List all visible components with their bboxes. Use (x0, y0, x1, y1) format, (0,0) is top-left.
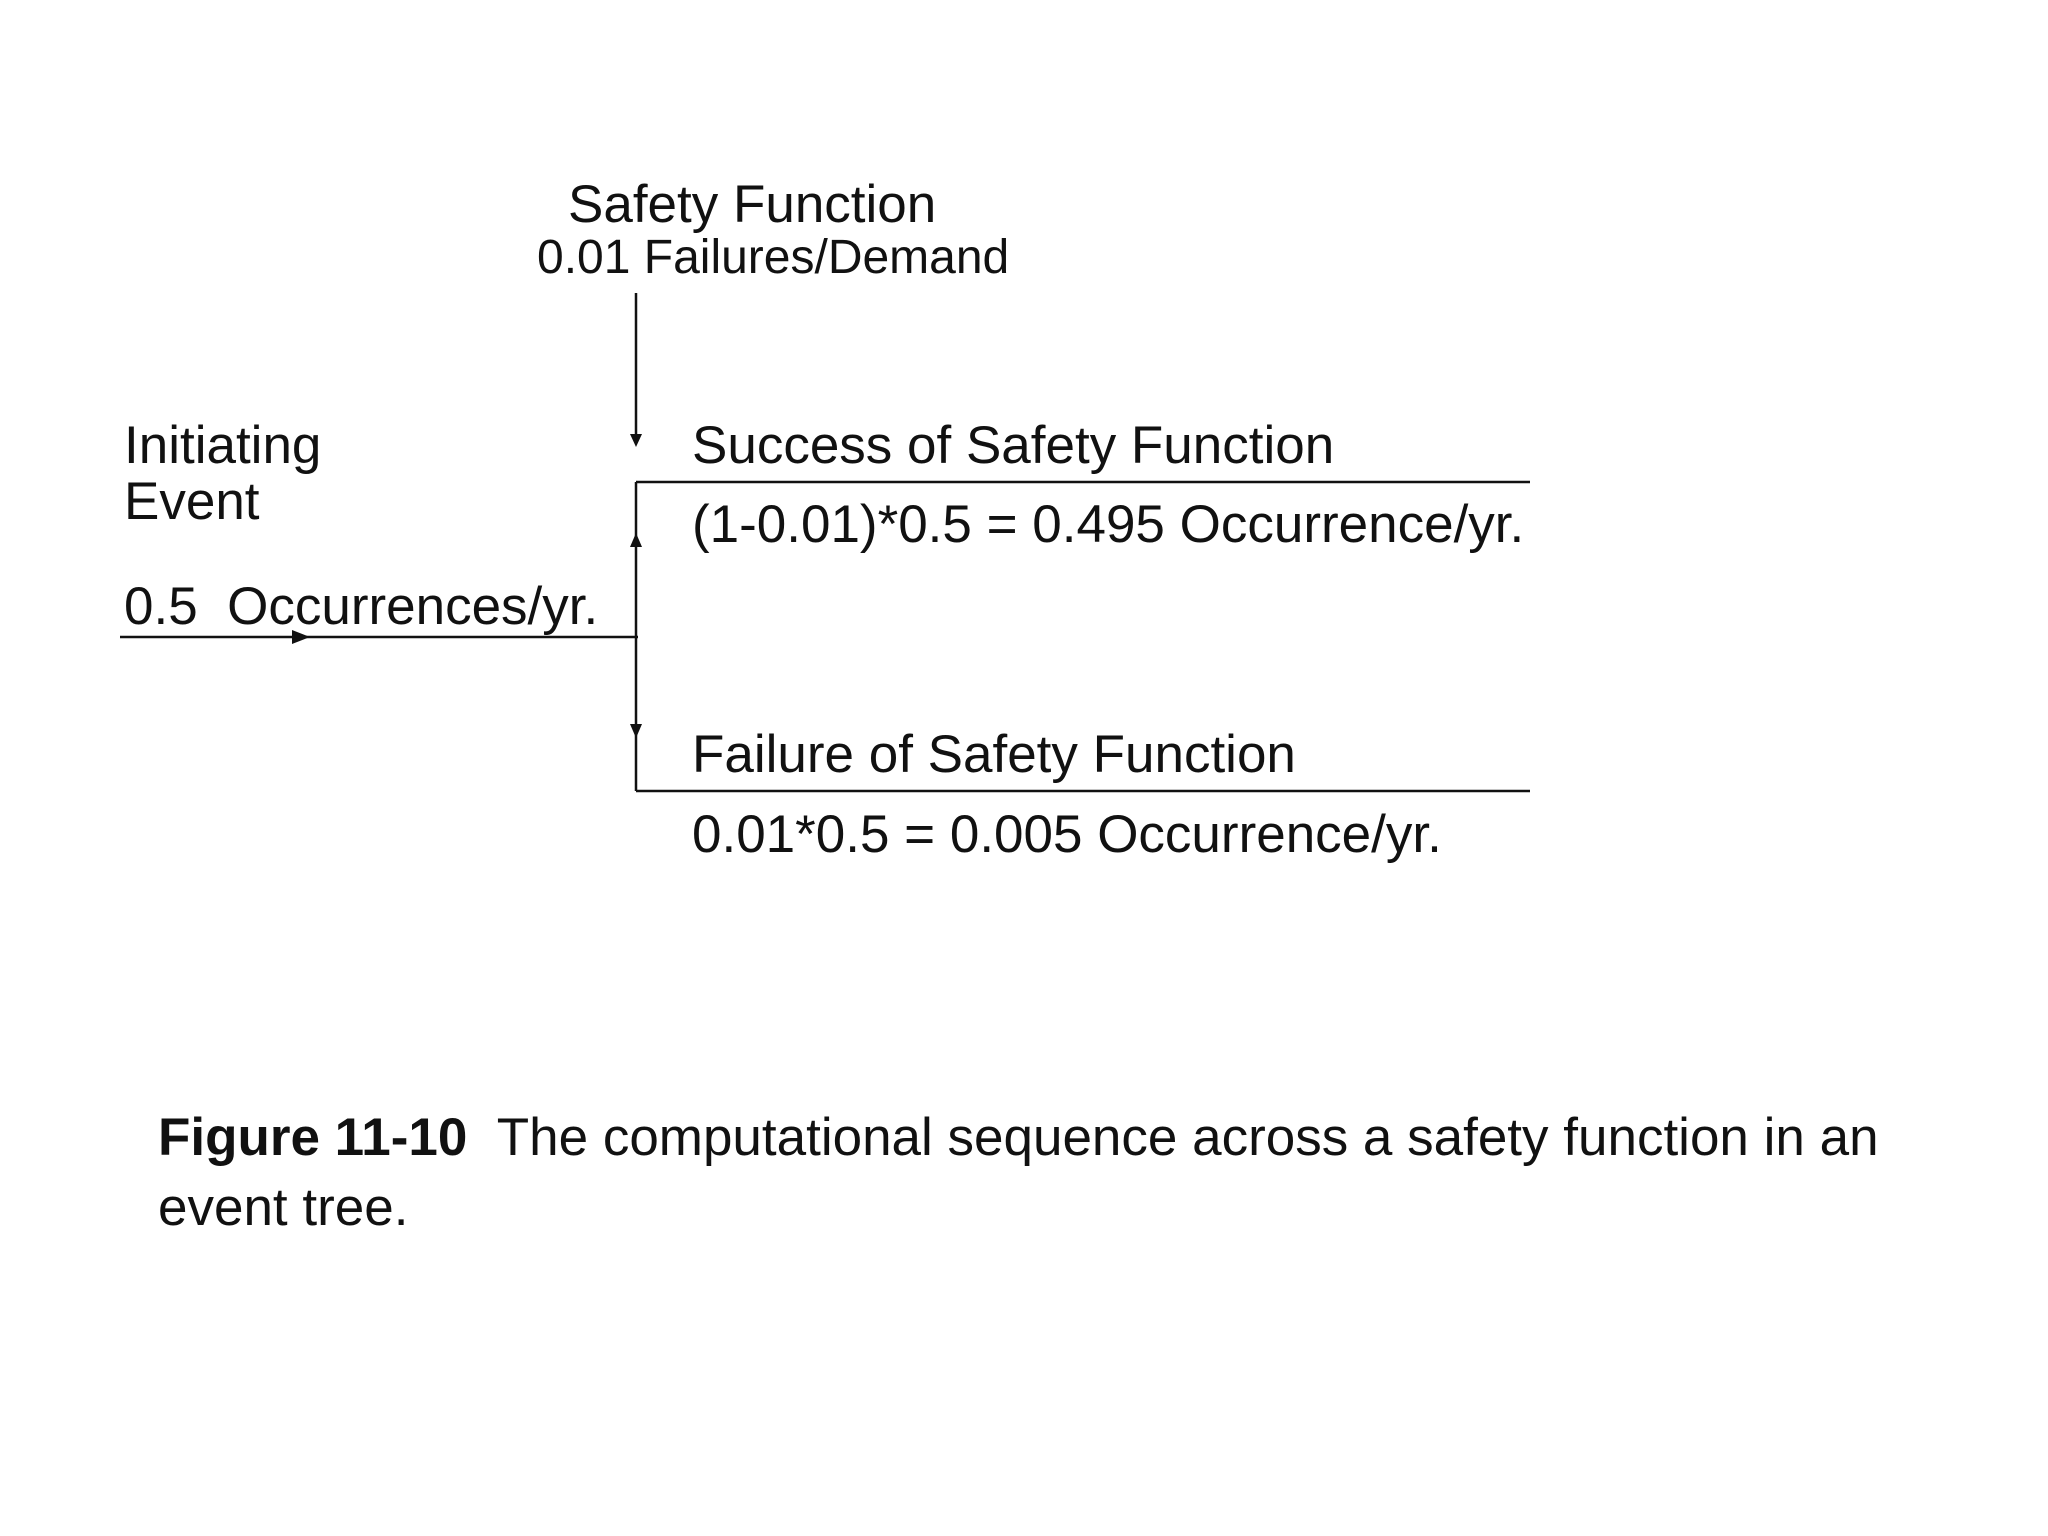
initiating-event-label-line1: Initiating (124, 416, 322, 475)
success-branch-label: Success of Safety Function (692, 416, 1335, 475)
figure-number: Figure 11-10 (158, 1108, 468, 1167)
safety-function-title: Safety Function (568, 175, 937, 234)
initiating-event-label-line2: Event (124, 472, 260, 531)
failure-branch-computation: 0.01*0.5 = 0.005 Occurrence/yr. (692, 805, 1442, 864)
safety-function-arrowhead (630, 434, 642, 447)
figure-caption (158, 1103, 1958, 1243)
failure-branch-label: Failure of Safety Function (692, 725, 1296, 784)
initiating-event-rate: 0.5 Occurrences/yr. (124, 577, 599, 636)
failure-branch-arrowhead (630, 724, 642, 738)
figure-caption-text: The computational sequence across a safety function in an event tree. (158, 1108, 1879, 1237)
success-branch-computation: (1-0.01)*0.5 = 0.495 Occurrence/yr. (692, 495, 1525, 554)
safety-function-rate: 0.01 Failures/Demand (537, 231, 1010, 284)
success-branch-arrowhead (630, 533, 642, 547)
